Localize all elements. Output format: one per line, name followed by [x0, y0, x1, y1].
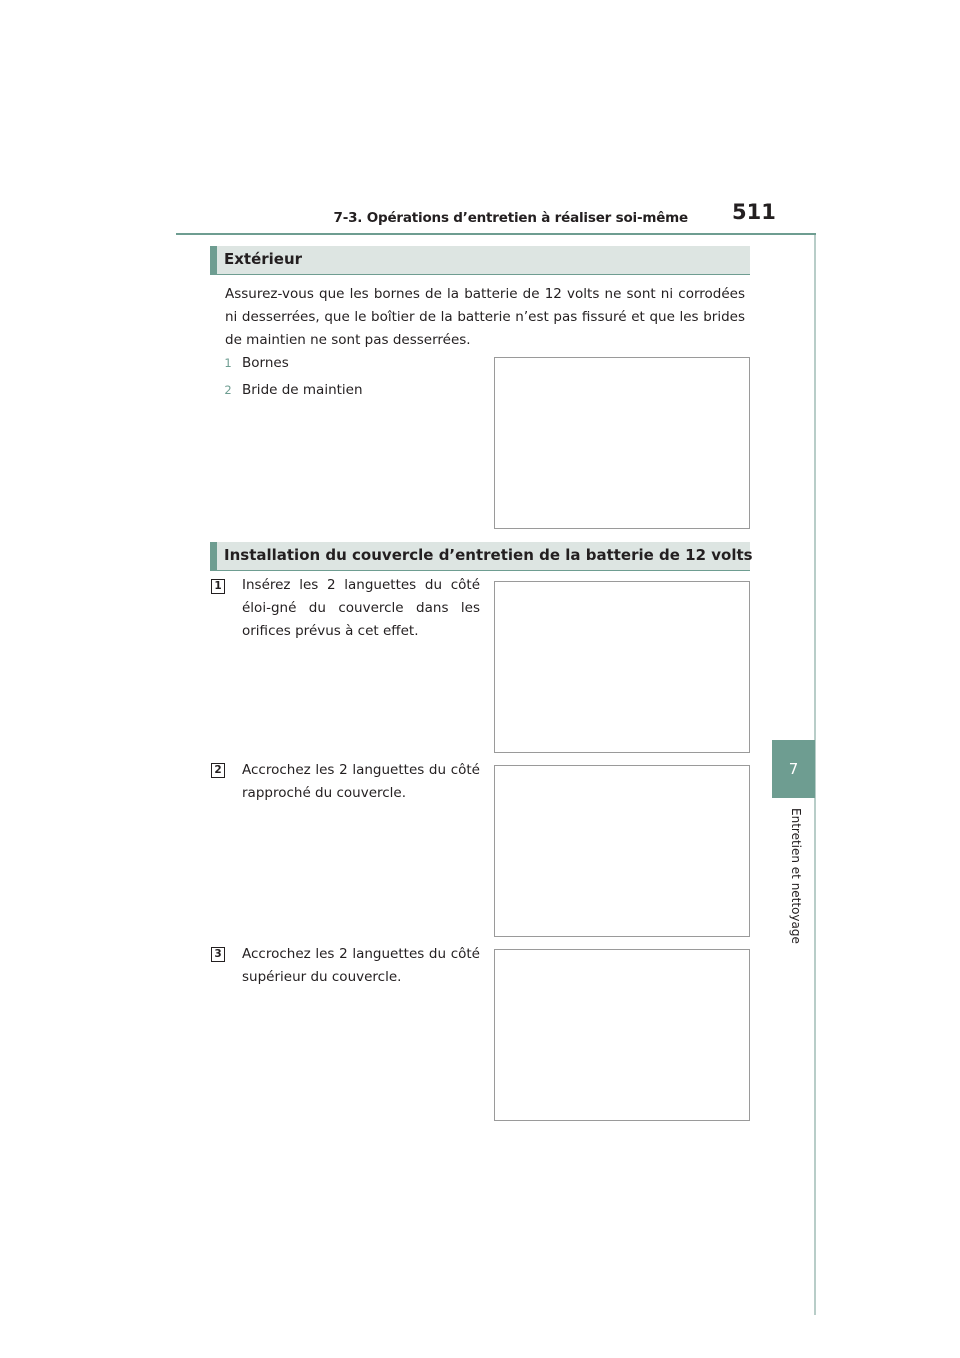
step-2-figure	[494, 765, 750, 937]
step-number-2: 2	[211, 763, 225, 778]
page-number: 511	[732, 200, 776, 224]
legend-number-2: 2	[224, 383, 232, 397]
exterior-paragraph: Assurez-vous que les bornes de la batterie de 12 volts ne sont ni corrodées ni desserrées, que le boîtier de la batterie n’est pas fissuré et que les brides de maintien ne sont pas desserrées.	[225, 286, 745, 348]
section-title-exterior: Extérieur	[224, 250, 303, 268]
step-text-2: Accrochez les 2 languettes du côté rapproché du couvercle.	[242, 762, 480, 801]
legend-label-bracket: Bride de maintien	[242, 382, 363, 398]
section-header-installation	[210, 542, 753, 571]
step-number-1: 1	[211, 579, 225, 594]
step-text-1: Insérez les 2 languettes du côté éloi-gné du couvercle dans les orifices prévus à cet effet.	[242, 577, 480, 639]
step-3-figure	[494, 949, 750, 1121]
step-number-3: 3	[211, 947, 225, 962]
legend-label-terminals: Bornes	[242, 355, 289, 371]
running-header-title: 7-3. Opérations d’entretien à réaliser soi-même	[333, 210, 688, 226]
step-1-figure	[494, 581, 750, 753]
legend-number-1: 1	[224, 356, 232, 370]
chapter-tab: 7	[772, 740, 815, 798]
section-header-exterior	[210, 246, 750, 275]
section-title-installation: Installation du couvercle d’entretien de la batterie de 12 volts	[224, 546, 753, 564]
chapter-label: Entretien et nettoyage	[789, 808, 803, 944]
step-text-3: Accrochez les 2 languettes du côté supérieur du couvercle.	[242, 946, 480, 985]
battery-exterior-figure	[494, 357, 750, 529]
header-divider	[176, 233, 816, 235]
